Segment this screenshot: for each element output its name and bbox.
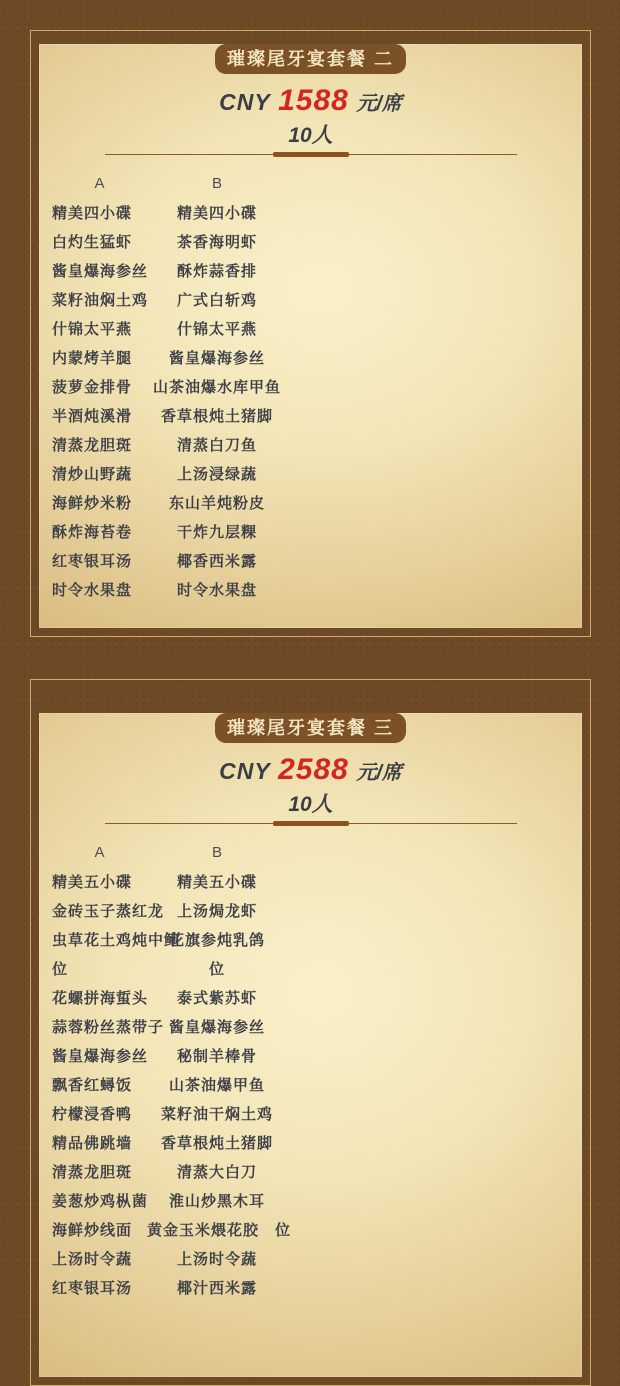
menu-table xyxy=(52,169,287,604)
menu-table xyxy=(52,838,292,1302)
panel-frame-menu-three xyxy=(30,679,591,1386)
dish-cell-a: 什锦太平燕 xyxy=(52,321,133,338)
dish-cell-b: 山茶油爆甲鱼 xyxy=(168,1077,265,1094)
dish-cell-a: 酱皇爆海参丝 xyxy=(52,263,149,280)
dish-cell-a: 蒜蓉粉丝蒸带子 xyxy=(52,1019,165,1036)
menu-row xyxy=(52,517,287,546)
price-value: 1588 xyxy=(278,84,349,117)
menu-row xyxy=(52,896,287,925)
panel-title-badge xyxy=(215,713,406,743)
menu-row xyxy=(52,227,287,256)
menu-poster xyxy=(0,30,620,1328)
column-header-a: A xyxy=(94,844,105,861)
dish-cell-a: 上汤时令蔬 xyxy=(52,1251,133,1268)
dish-cell-b: 酥炸蒜香排 xyxy=(176,263,257,280)
menu-rows xyxy=(52,198,287,604)
menu-row xyxy=(52,372,287,401)
menu-row xyxy=(52,1215,292,1244)
dish-cell-b: 泰式紫苏虾 xyxy=(176,990,257,1007)
dish-cell-b: 香草根炖土猪脚 xyxy=(160,408,273,425)
menu-row xyxy=(52,488,287,517)
dish-cell-b: 山茶油爆水库甲鱼 xyxy=(152,379,281,396)
divider-bar xyxy=(273,152,349,157)
price-line xyxy=(39,753,582,792)
menu-header-row xyxy=(52,169,287,198)
dish-cell-a: 虫草花土鸡炖中鲍 xyxy=(52,932,181,949)
dish-cell-a: 位 xyxy=(52,961,69,978)
menu-header-row xyxy=(52,838,287,867)
panel-title-badge xyxy=(215,44,406,74)
menu-row xyxy=(52,1070,287,1099)
dish-cell-b: 香草根炖土猪脚 xyxy=(160,1135,273,1152)
menu-row xyxy=(52,1186,287,1215)
price-unit: 元/席 xyxy=(356,93,402,115)
dish-cell-b: 精美四小碟 xyxy=(176,205,257,222)
dish-cell-a: 酥炸海苔卷 xyxy=(52,524,133,541)
menu-row xyxy=(52,285,287,314)
menu-row xyxy=(52,314,287,343)
dish-cell-a: 精美五小碟 xyxy=(52,874,133,891)
menu-row xyxy=(52,546,287,575)
column-header-b: B xyxy=(211,175,222,192)
dish-cell-a: 白灼生猛虾 xyxy=(52,234,133,251)
people-count: 10人 xyxy=(288,124,333,147)
dish-cell-a: 红枣银耳汤 xyxy=(52,1280,133,1297)
dish-cell-a: 内蒙烤羊腿 xyxy=(52,350,133,367)
dish-cell-b: 位 xyxy=(208,961,225,978)
menu-row xyxy=(52,343,287,372)
menu-row xyxy=(52,983,287,1012)
dish-cell-a: 金砖玉子蒸红龙 xyxy=(52,903,165,920)
dish-cell-b: 东山羊炖粉皮 xyxy=(168,495,265,512)
column-header-a: A xyxy=(94,175,105,192)
menu-panel-three xyxy=(39,713,582,1377)
currency-label: CNY xyxy=(219,89,271,115)
dish-cell-b: 椰香西米露 xyxy=(176,553,257,570)
menu-row xyxy=(52,1012,287,1041)
currency-label: CNY xyxy=(219,758,271,784)
menu-row xyxy=(52,1128,287,1157)
menu-row xyxy=(52,430,287,459)
price-unit: 元/席 xyxy=(356,762,402,784)
dish-cell-a: 柠檬浸香鸭 xyxy=(52,1106,133,1123)
dish-cell-b: 酱皇爆海参丝 xyxy=(168,350,265,367)
dish-cell-b: 上汤时令蔬 xyxy=(176,1251,257,1268)
panel-frame-menu-two xyxy=(30,30,591,637)
dish-cell-a: 海鲜炒线面 xyxy=(52,1222,133,1239)
dish-cell-b: 广式白斩鸡 xyxy=(176,292,257,309)
menu-row xyxy=(52,954,287,983)
panel-title: 璀璨尾牙宴套餐 二 xyxy=(226,49,394,69)
menu-row xyxy=(52,459,287,488)
dish-cell-b: 什锦太平燕 xyxy=(176,321,257,338)
dish-cell-a: 精美四小碟 xyxy=(52,205,133,222)
menu-row xyxy=(52,1244,287,1273)
panel-title: 璀璨尾牙宴套餐 三 xyxy=(226,718,394,738)
dish-cell-b: 精美五小碟 xyxy=(176,874,257,891)
menu-panel-two xyxy=(39,44,582,628)
dish-cell-a: 海鲜炒米粉 xyxy=(52,495,133,512)
menu-row xyxy=(52,1041,287,1070)
dish-cell-a: 精品佛跳墙 xyxy=(52,1135,133,1152)
dish-cell-b: 茶香海明虾 xyxy=(176,234,257,251)
dish-cell-a: 半酒炖溪滑 xyxy=(52,408,133,425)
dish-cell-b: 酱皇爆海参丝 xyxy=(168,1019,265,1036)
dish-cell-a: 飘香红蟳饭 xyxy=(52,1077,133,1094)
dish-cell-b: 椰汁西米露 xyxy=(176,1280,257,1297)
dish-cell-a: 菜籽油焖土鸡 xyxy=(52,292,149,309)
dish-cell-b: 黄金玉米煨花胶 位 xyxy=(147,1222,292,1239)
dish-cell-a: 时令水果盘 xyxy=(52,582,133,599)
price-line xyxy=(39,84,582,123)
divider-bar xyxy=(273,821,349,826)
dish-cell-b: 菜籽油干焖土鸡 xyxy=(160,1106,273,1123)
dish-cell-b: 淮山炒黑木耳 xyxy=(168,1193,265,1210)
dish-cell-a: 清蒸龙胆斑 xyxy=(52,1164,133,1181)
dish-cell-b: 上汤浸绿蔬 xyxy=(176,466,257,483)
section-divider xyxy=(105,821,517,826)
dish-cell-b: 清蒸大白刀 xyxy=(176,1164,257,1181)
menu-row xyxy=(52,925,287,954)
dish-cell-a: 清炒山野蔬 xyxy=(52,466,133,483)
dish-cell-b: 上汤焗龙虾 xyxy=(176,903,257,920)
menu-rows xyxy=(52,867,292,1302)
dish-cell-a: 清蒸龙胆斑 xyxy=(52,437,133,454)
dish-cell-a: 酱皇爆海参丝 xyxy=(52,1048,149,1065)
column-header-b: B xyxy=(211,844,222,861)
people-count: 10人 xyxy=(288,793,333,816)
dish-cell-a: 花螺拼海蜇头 xyxy=(52,990,149,1007)
dish-cell-a: 菠萝金排骨 xyxy=(52,379,133,396)
menu-row xyxy=(52,198,287,227)
section-divider xyxy=(105,152,517,157)
price-value: 2588 xyxy=(278,753,349,786)
dish-cell-b: 时令水果盘 xyxy=(176,582,257,599)
dish-cell-b: 秘制羊棒骨 xyxy=(176,1048,257,1065)
dish-cell-b: 清蒸白刀鱼 xyxy=(176,437,257,454)
menu-row xyxy=(52,867,287,896)
menu-row xyxy=(52,256,287,285)
menu-row xyxy=(52,575,287,604)
menu-row xyxy=(52,1099,287,1128)
dish-cell-a: 姜葱炒鸡枞菌 xyxy=(52,1193,149,1210)
menu-row xyxy=(52,1157,287,1186)
dish-cell-b: 干炸九层粿 xyxy=(176,524,257,541)
menu-row xyxy=(52,401,287,430)
dish-cell-b: 花旗参炖乳鸽 xyxy=(168,932,265,949)
dish-cell-a: 红枣银耳汤 xyxy=(52,553,133,570)
